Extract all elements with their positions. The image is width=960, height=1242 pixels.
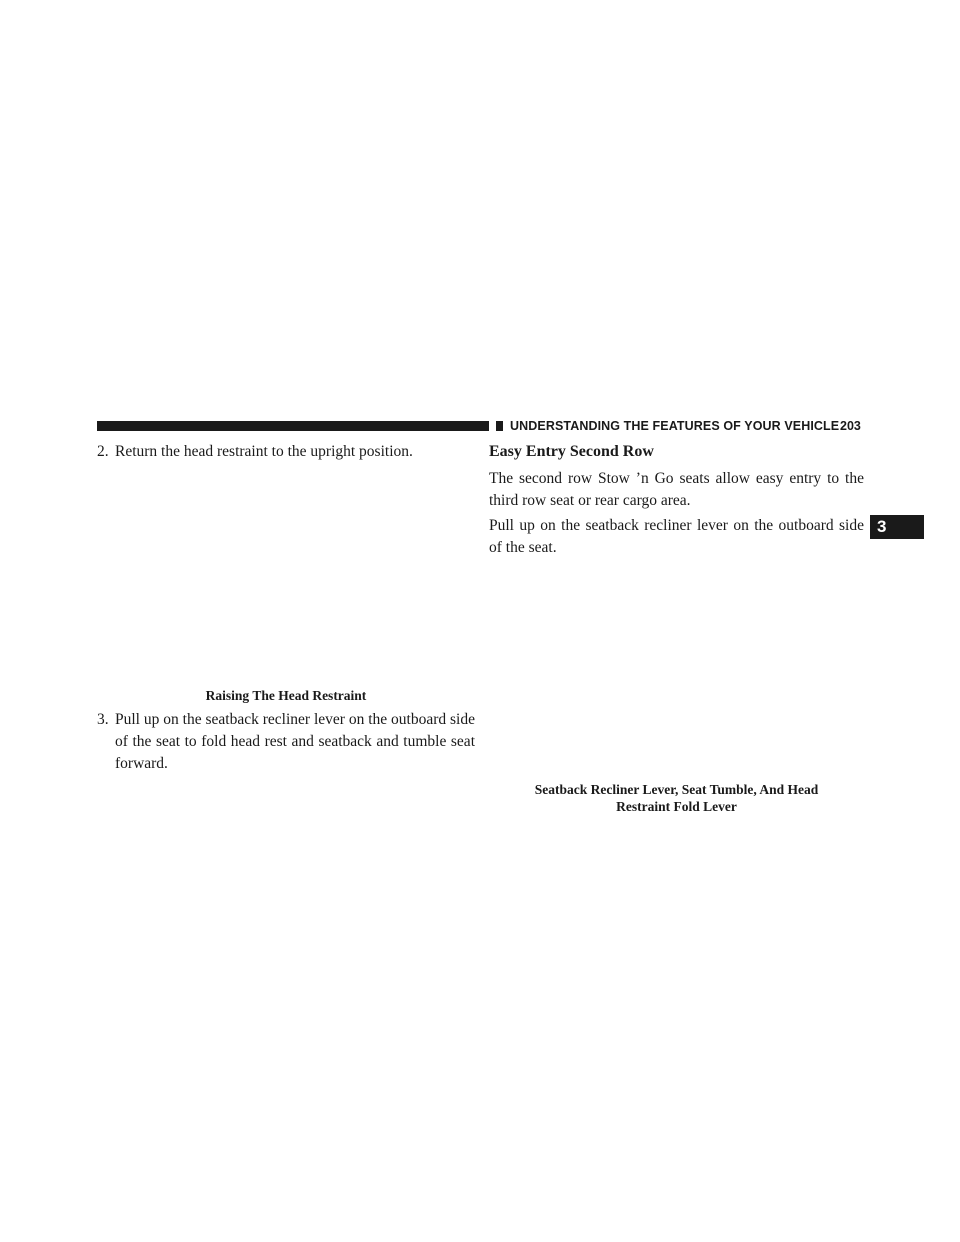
figure-raising-head-restraint xyxy=(97,470,475,685)
step-2-text: Return the head restraint to the upright position. xyxy=(115,443,413,460)
figure-seatback-recliner-lever xyxy=(489,565,864,775)
step-2 xyxy=(97,441,475,463)
step-3 xyxy=(97,709,475,775)
running-header-title: UNDERSTANDING THE FEATURES OF YOUR VEHICLE xyxy=(510,419,840,433)
figure-2-caption-line-2: Restraint Fold Lever xyxy=(616,799,737,814)
paragraph-easy-entry: The second row Stow ’n Go seats allow easy entry to the third row seat or rear cargo area. xyxy=(489,470,864,509)
step-3-number: 3. xyxy=(97,711,109,728)
chapter-tab: 3 xyxy=(870,515,924,539)
page-number: 203 xyxy=(840,419,861,433)
figure-1-caption: Raising The Head Restraint xyxy=(205,688,367,703)
header-rule-marker xyxy=(496,421,503,431)
header-rule-left xyxy=(97,421,489,431)
figure-2-caption-line-1: Seatback Recliner Lever, Seat Tumble, And Head xyxy=(534,782,819,797)
paragraph-pull-lever: Pull up on the seatback recliner lever on the outboard side of the seat. xyxy=(489,517,864,556)
step-2-number: 2. xyxy=(97,443,109,460)
step-3-text: Pull up on the seatback recliner lever on the outboard side of the seat to fold head rest and seatback and tumble seat forward. xyxy=(115,711,475,772)
figure-2-caption xyxy=(489,781,864,815)
section-heading: Easy Entry Second Row xyxy=(489,443,654,460)
